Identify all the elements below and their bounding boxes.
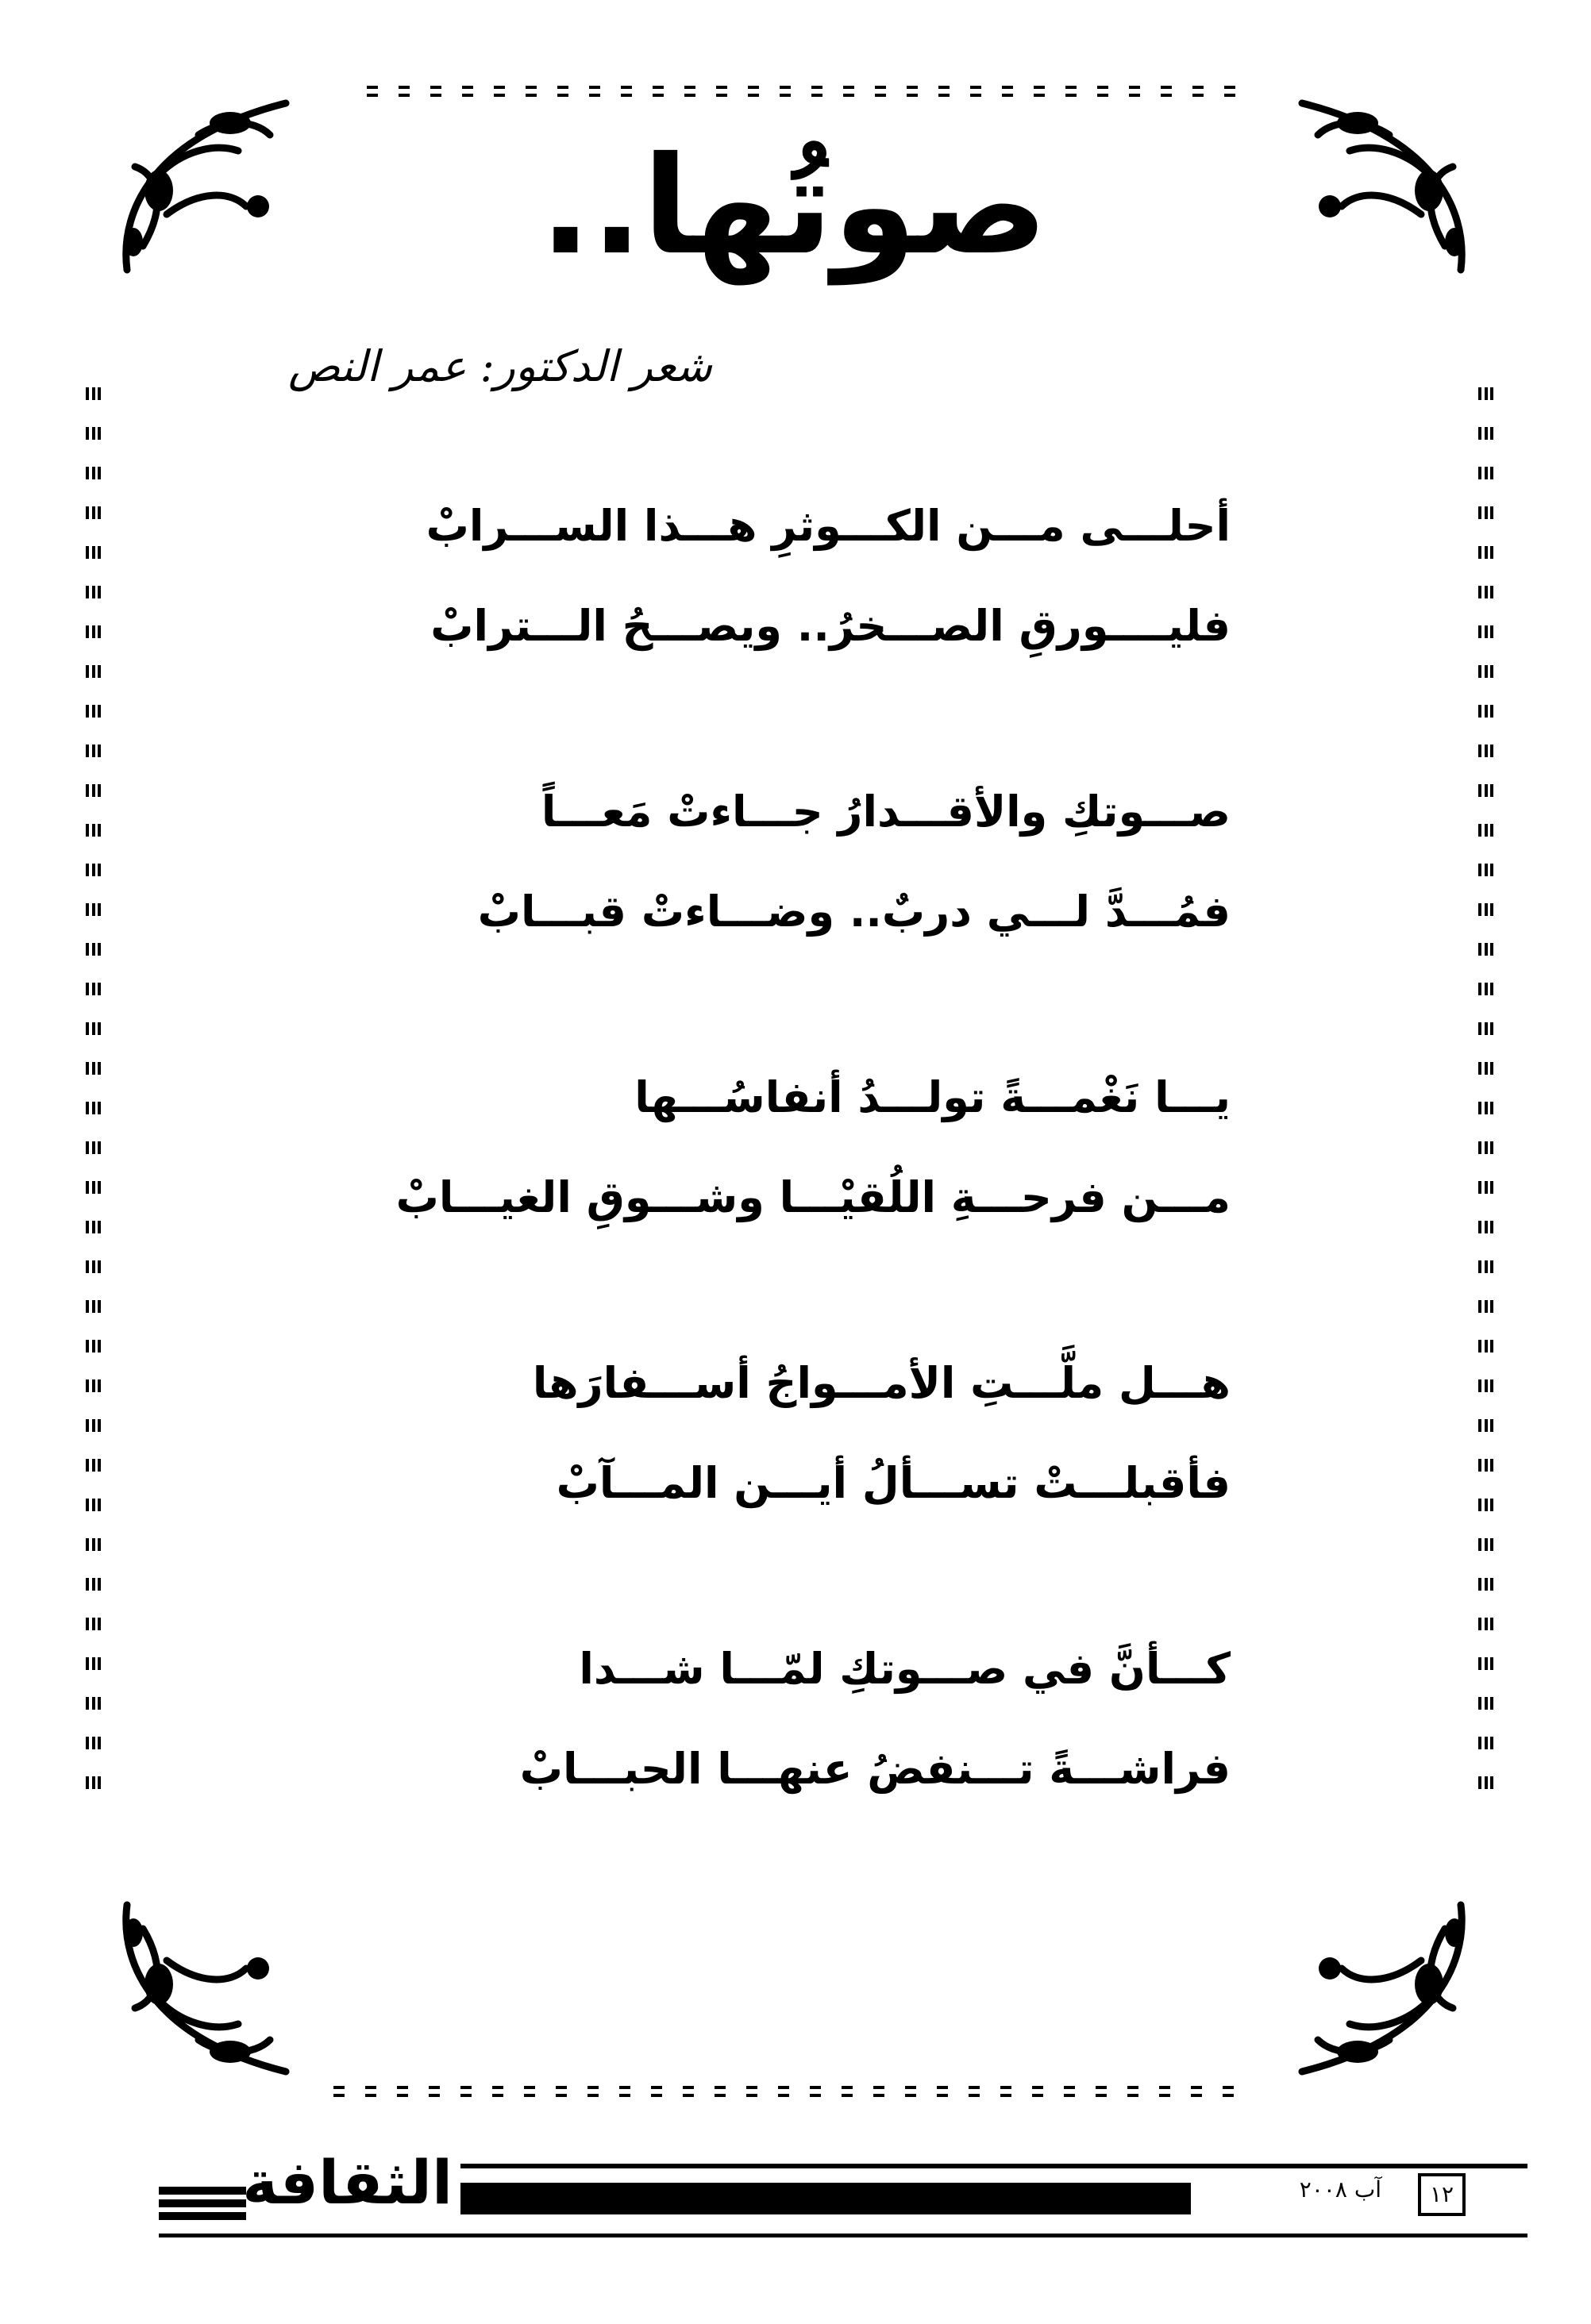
footer-black-bar [460, 2183, 1191, 2214]
poem-author: شعر الدكتور: عمر النص [288, 341, 712, 391]
floral-corner-ornament-icon [111, 87, 302, 278]
verse-line: مـــن فرحـــةِ اللُقيْـــا وشـــوقِ الغيـــابْ [395, 1172, 1231, 1222]
verse-line: فليــــورقِ الصـــخرُ.. ويصـــحُ الـــترابْ [430, 601, 1231, 651]
stanza [318, 1619, 1231, 1819]
verse-line: يـــا نَغْمـــةً تولـــدُ أنفاسُـــها [634, 1072, 1231, 1122]
floral-corner-ornament-icon [1286, 1897, 1477, 2087]
verse-line: فمُـــدَّ لـــي دربٌ.. وضـــاءتْ قبـــابْ [477, 887, 1231, 937]
magazine-masthead: الثقافة [242, 2147, 453, 2218]
footer-bottom-rule [159, 2234, 1527, 2237]
verse-line: صـــوتكِ والأقـــدارُ جـــاءتْ مَعـــاً [541, 787, 1231, 837]
stanza [318, 476, 1231, 676]
stanza [318, 1333, 1231, 1533]
right-tick-border [1478, 387, 1496, 1800]
floral-corner-ornament-icon [1286, 87, 1477, 278]
floral-corner-ornament-icon [111, 1897, 302, 2087]
verse-line: هـــل ملَّـــتِ الأمـــواجُ أســـفارَها [532, 1358, 1231, 1408]
bottom-dashed-border [333, 2086, 1246, 2099]
verse-line: أحلـــى مـــن الكـــوثرِ هـــذا الســـرابْ [426, 501, 1231, 551]
verse-line: فراشـــةً تـــنفضُ عنهـــا الحبـــابْ [519, 1744, 1231, 1794]
stanza [318, 762, 1231, 962]
top-dashed-border [367, 86, 1248, 98]
issue-date: آب ٢٠٠٨ [1299, 2176, 1381, 2203]
footer-top-rule [460, 2164, 1527, 2168]
poem-title: صوتُها.. [540, 128, 1048, 285]
left-tick-border [86, 387, 103, 1800]
footer-left-bars [159, 2187, 246, 2220]
verse-line: فأقبلـــتْ تســـألُ أيـــن المـــآبْ [556, 1458, 1231, 1508]
verse-line: كـــأنَّ في صـــوتكِ لمّـــا شـــدا [579, 1644, 1231, 1694]
stanza [318, 1048, 1231, 1248]
page-number: ١٢ [1418, 2173, 1466, 2216]
poem-body [318, 476, 1231, 1905]
